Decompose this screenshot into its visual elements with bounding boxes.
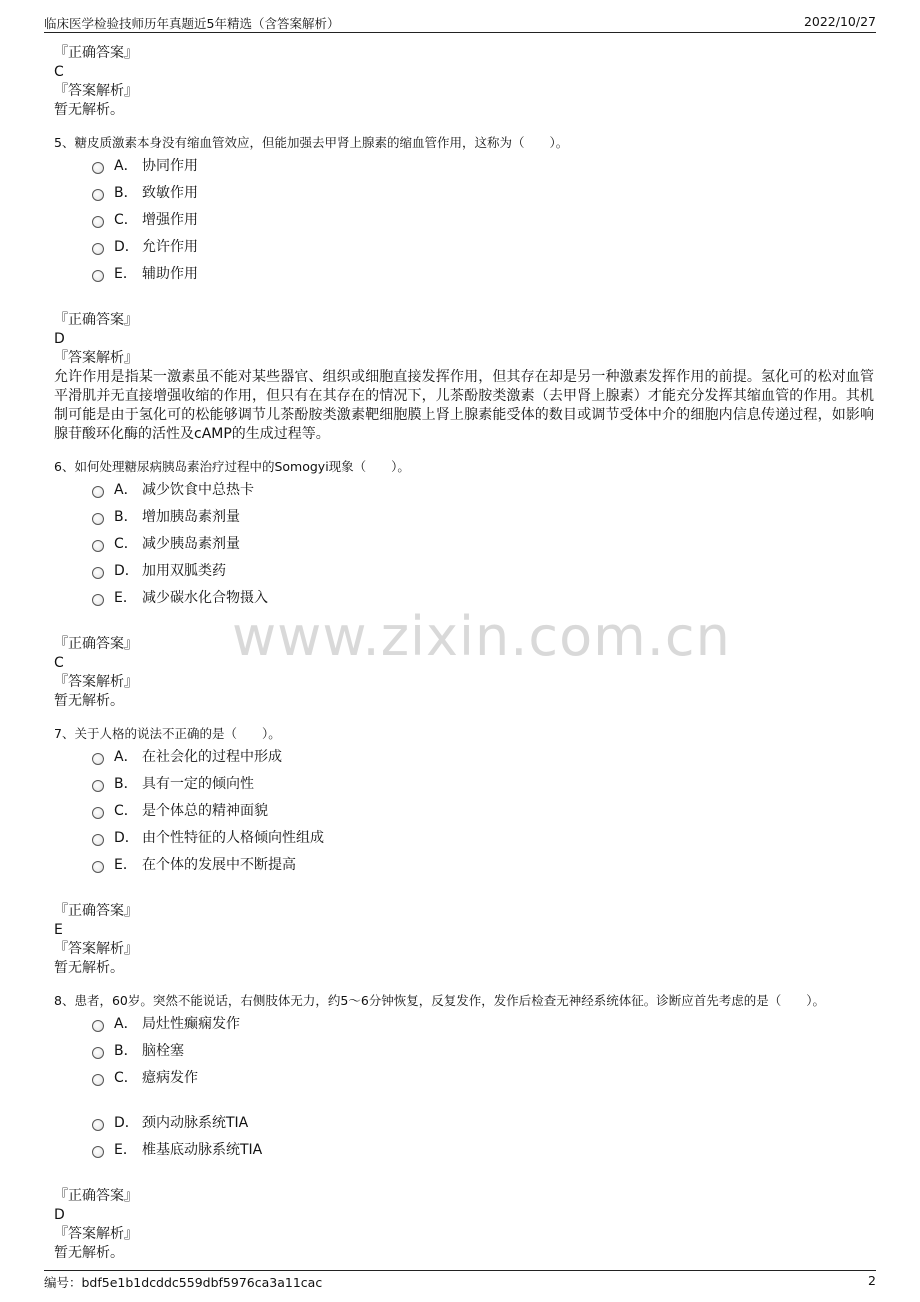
radio-button[interactable] bbox=[92, 162, 104, 174]
watermark: www.zixin.com.cn bbox=[232, 605, 731, 668]
option-c[interactable]: C． 癔病发作 bbox=[92, 1068, 874, 1095]
option-b[interactable]: B． 致敏作用 bbox=[92, 183, 874, 210]
correct-answer: C bbox=[54, 655, 64, 671]
page-header bbox=[44, 14, 876, 33]
radio-button[interactable] bbox=[92, 807, 104, 819]
option-a[interactable]: A． 减少饮食中总热卡 bbox=[92, 480, 874, 507]
radio-button[interactable] bbox=[92, 1047, 104, 1059]
analysis-label: 『答案解析』 bbox=[54, 674, 138, 690]
radio-button[interactable] bbox=[92, 216, 104, 228]
analysis-text: 允许作用是指某一激素虽不能对某些器官、组织或细胞直接发挥作用，但其存在却是另一种激素发挥作用的前提。氢化可的松对血管平滑肌并无直接增强收缩的作用，但只有在其存在的情况下，儿茶酚胺类激素（去甲肾上腺素）才能充分发挥其缩血管的作用。其机制可能是由于氢化可的松能够调节儿茶酚胺类激素靶细胞膜上肾上腺素能受体的数目或调节受体中介的细胞内信息传递过程，如影响腺苷酸环化酶的活性及cAMP的生成过程等。 bbox=[54, 369, 874, 442]
correct-answer-label: 『正确答案』 bbox=[54, 45, 138, 61]
option-d[interactable]: D． 加用双胍类药 bbox=[92, 561, 874, 588]
radio-button[interactable] bbox=[92, 1074, 104, 1086]
option-e[interactable]: E． 辅助作用 bbox=[92, 264, 874, 291]
option-b[interactable]: B． 增加胰岛素剂量 bbox=[92, 507, 874, 534]
question-stem: 6、如何处理糖尿病胰岛素治疗过程中的Somogyi现象（ ）。 bbox=[54, 459, 410, 474]
radio-button[interactable] bbox=[92, 270, 104, 282]
radio-button[interactable] bbox=[92, 1146, 104, 1158]
correct-answer-label: 『正确答案』 bbox=[54, 903, 138, 919]
option-b[interactable]: B． 脑栓塞 bbox=[92, 1041, 874, 1068]
correct-answer: E bbox=[54, 922, 63, 938]
correct-answer: C bbox=[54, 64, 64, 80]
correct-answer-label: 『正确答案』 bbox=[54, 1188, 138, 1204]
radio-button[interactable] bbox=[92, 834, 104, 846]
option-b[interactable]: B． 具有一定的倾向性 bbox=[92, 774, 874, 801]
option-d[interactable]: D． 由个性特征的人格倾向性组成 bbox=[92, 828, 874, 855]
analysis-label: 『答案解析』 bbox=[54, 941, 138, 957]
question-stem: 8、患者，60岁。突然不能说话，右侧肢体无力，约5～6分钟恢复，反复发作，发作后检查无神经系统体征。诊断应首先考虑的是（ ）。 bbox=[54, 993, 826, 1008]
question-8 bbox=[54, 992, 874, 1263]
analysis-text: 暂无解析。 bbox=[54, 693, 124, 709]
correct-answer: D bbox=[54, 1207, 65, 1223]
analysis-label: 『答案解析』 bbox=[54, 350, 138, 366]
option-e[interactable]: E． 减少碳水化合物摄入 bbox=[92, 588, 874, 615]
option-e[interactable]: E． 椎基底动脉系统TIA bbox=[92, 1140, 874, 1167]
document-title: 临床医学检验技师历年真题近5年精选（含答案解析） bbox=[44, 16, 340, 31]
correct-answer-label: 『正确答案』 bbox=[54, 312, 138, 328]
radio-button[interactable] bbox=[92, 1020, 104, 1032]
option-c[interactable]: C． 减少胰岛素剂量 bbox=[92, 534, 874, 561]
radio-button[interactable] bbox=[92, 753, 104, 765]
radio-button[interactable] bbox=[92, 243, 104, 255]
option-d[interactable]: D． 允许作用 bbox=[92, 237, 874, 264]
option-a[interactable]: A． 协同作用 bbox=[92, 156, 874, 183]
radio-button[interactable] bbox=[92, 861, 104, 873]
analysis-label: 『答案解析』 bbox=[54, 1226, 138, 1242]
analysis-text: 暂无解析。 bbox=[54, 960, 124, 976]
question-6 bbox=[54, 458, 874, 711]
correct-answer-label: 『正确答案』 bbox=[54, 636, 138, 652]
option-a[interactable]: A． 在社会化的过程中形成 bbox=[92, 747, 874, 774]
page-number: 2 bbox=[868, 1273, 876, 1288]
question-5 bbox=[54, 134, 874, 444]
analysis-label: 『答案解析』 bbox=[54, 83, 138, 99]
radio-button[interactable] bbox=[92, 1119, 104, 1131]
option-a[interactable]: A． 局灶性癫痫发作 bbox=[92, 1014, 874, 1041]
document-date: 2022/10/27 bbox=[803, 14, 876, 29]
radio-button[interactable] bbox=[92, 594, 104, 606]
radio-button[interactable] bbox=[92, 513, 104, 525]
correct-answer: D bbox=[54, 331, 65, 347]
question-stem: 5、糖皮质激素本身没有缩血管效应，但能加强去甲肾上腺素的缩血管作用，这称为（ ）。 bbox=[54, 135, 569, 150]
analysis-text: 暂无解析。 bbox=[54, 102, 124, 118]
option-c[interactable]: C． 是个体总的精神面貌 bbox=[92, 801, 874, 828]
radio-button[interactable] bbox=[92, 780, 104, 792]
page-footer bbox=[44, 1270, 876, 1291]
question-7 bbox=[54, 725, 874, 978]
question-content bbox=[54, 44, 874, 1263]
analysis-text: 暂无解析。 bbox=[54, 1245, 124, 1261]
radio-button[interactable] bbox=[92, 540, 104, 552]
document-code: 编号：bdf5e1b1dcddc559dbf5976ca3a11cac bbox=[44, 1275, 323, 1290]
radio-button[interactable] bbox=[92, 486, 104, 498]
radio-button[interactable] bbox=[92, 567, 104, 579]
option-e[interactable]: E． 在个体的发展中不断提高 bbox=[92, 855, 874, 882]
radio-button[interactable] bbox=[92, 189, 104, 201]
option-d[interactable]: D． 颈内动脉系统TIA bbox=[92, 1113, 874, 1140]
option-c[interactable]: C． 增强作用 bbox=[92, 210, 874, 237]
question-stem: 7、关于人格的说法不正确的是（ ）。 bbox=[54, 726, 281, 741]
